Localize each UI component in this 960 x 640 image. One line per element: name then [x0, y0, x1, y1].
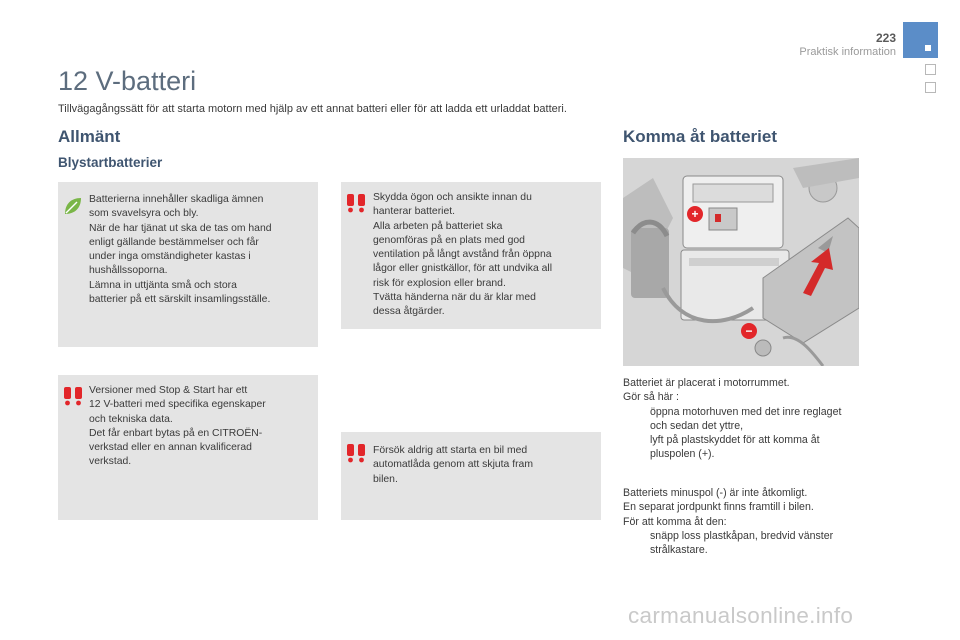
page-number: 223 [875, 31, 896, 45]
tab-box-icon [925, 82, 936, 93]
box-environment-text: Batterierna innehåller skadliga ämnen som svavelsyra och bly. När de har tjänat ut ska de tas om hand enligt gällande bestämmelser och får under inga omständigheter kastas i hushållssoporna. Lämna in uttjänta små och stora batterier på ett särskilt insamlingsställe. [89, 194, 272, 306]
ground-point-instructions: Batteriets minuspol (-) är inte åtkomligt. En separat jordpunkt finns framtill i bilen. För att komma åt den: snäpp loss plastkåpan, bredvid vänster strålkastare. [623, 487, 834, 557]
warning-icon [62, 385, 84, 407]
section-tab [903, 22, 938, 58]
box-safety-text: Skydda ögon och ansikte innan du hanterar batteriet. Alla arbeten på batteriet ska genomföras på en plats med god ventilation på långt avstånd från öppna lågor eller gnistkällor, för att undvika all risk för explosion eller brand. Tvätta händerna när du är klar med dessa åtgärder. [373, 192, 553, 318]
warning-icon [345, 442, 367, 464]
access-instructions: Batteriet är placerat i motorrummet. Gör så här : öppna motorhuven med det inre reglaget och sedan det yttre, lyft på plastskyddet för att komma åt pluspolen (+). [623, 377, 842, 461]
tab-square-icon [925, 45, 931, 51]
intro-text: Tillvägagångssätt för att starta motorn med hjälp av ett annat batteri eller för att ladda ett urladdat batteri. [58, 103, 567, 115]
heading-general: Allmänt [58, 127, 121, 146]
tab-box-icon [925, 64, 936, 75]
box-stop-start-text: Versioner med Stop & Start har ett 12 V-batteri med specifika egenskaper och tekniska data. Det får enbart bytas på en CITROËN- verkstad eller en annan kvalificerad verkstad. [89, 385, 266, 468]
engine-bay-illustration [623, 158, 859, 366]
box-automatic-text: Försök aldrig att starta en bil med automatlåda genom att skjuta fram bilen. [373, 445, 533, 485]
subheading-batteries: Blystartbatterier [58, 155, 163, 170]
heading-access: Komma åt batteriet [623, 127, 777, 146]
minus-terminal-label: − [745, 324, 753, 338]
page-title: 12 V-batteri [58, 66, 197, 96]
plus-terminal-label: + [691, 207, 699, 221]
warning-icon [345, 192, 367, 214]
watermark: carmanualsonline.info [628, 603, 854, 628]
section-name: Praktisk information [799, 46, 896, 58]
environment-leaf-icon [62, 195, 84, 217]
